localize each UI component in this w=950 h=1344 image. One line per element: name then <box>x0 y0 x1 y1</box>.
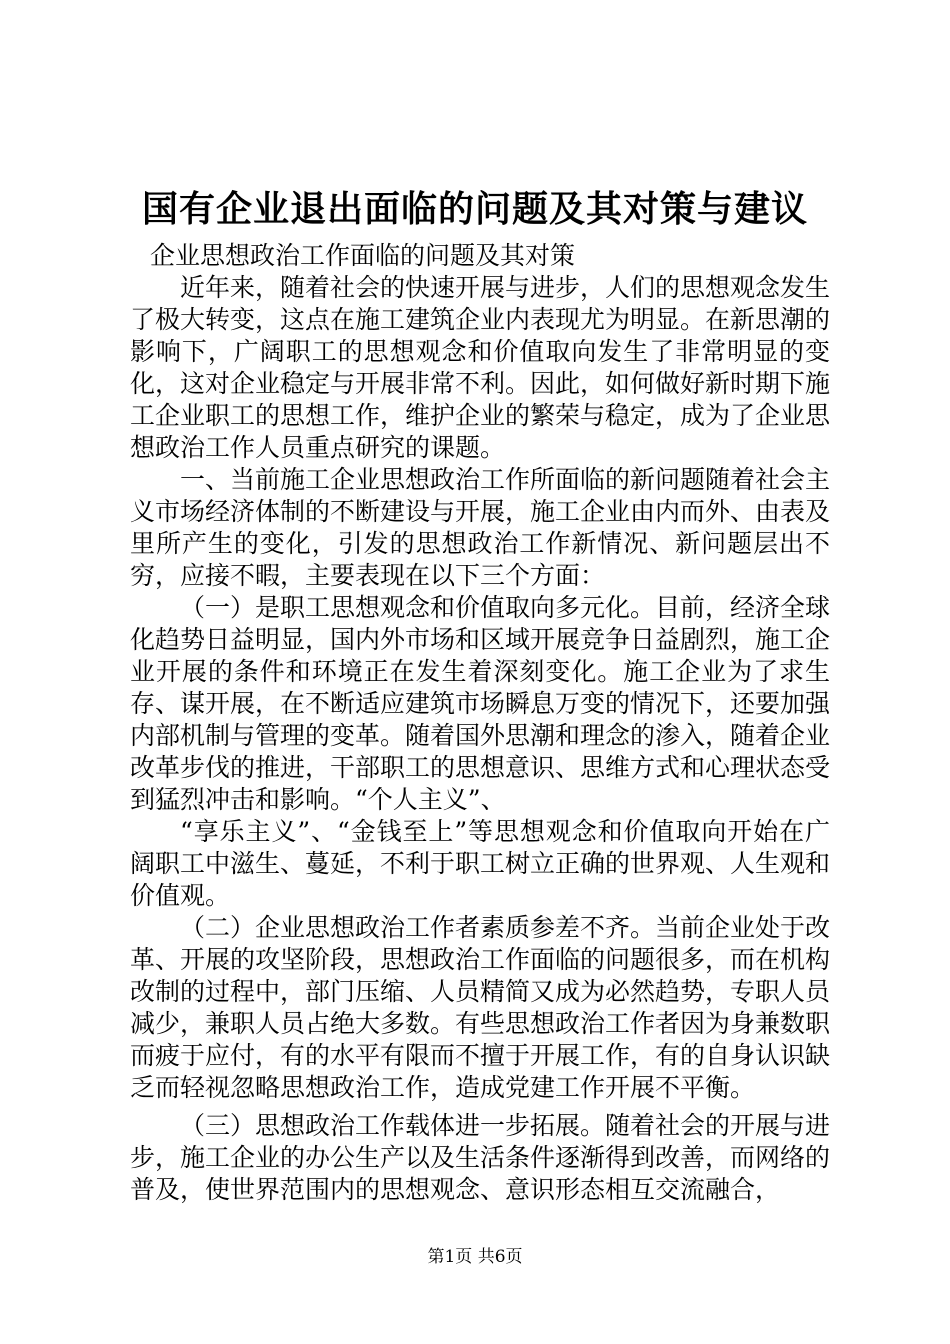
document-body <box>130 240 830 1206</box>
paragraph-point-one-continued: “享乐主义”、“金钱至上”等思想观念和价值取向开始在广阔职工中滋生、蔓延，不利于职工树立正确的世界观、人生观和价值观。 <box>130 817 831 910</box>
paragraph-section-one: 一、当前施工企业思想政治工作所面临的新问题随着社会主义市场经济体制的不断建设与开展，施工企业由内而外、由表及里所产生的变化，引发的思想政治工作新情况、新问题层出不穷，应接不暇，主要表现在以下三个方面： <box>130 465 831 590</box>
page-number-footer: 第1页 共6页 <box>427 1247 523 1267</box>
paragraph-point-three: （三）思想政治工作载体进一步拓展。随着社会的开展与进步，施工企业的办公生产以及生活条件逐渐得到改善，而网络的普及，使世界范围内的思想观念、意识形态相互交流融合， <box>130 1111 831 1204</box>
paragraph-point-one: （一）是职工思想观念和价值取向多元化。目前，经济全球化趋势日益明显，国内外市场和区域开展竞争日益剧烈，施工企业开展的条件和环境正在发生着深刻变化。施工企业为了求生存、谋开展，在不断适应建筑市场瞬息万变的情况下，还要加强内部机制与管理的变革。随着国外思潮和理念的渗入，随着企业改革步伐的推进，干部职工的思想意识、思维方式和心理状态受到猛烈冲击和影响。“个人主义”、 <box>130 593 831 814</box>
section-heading: 企业思想政治工作面临的问题及其对策 <box>150 241 576 270</box>
paragraph-point-two: （二）企业思想政治工作者素质参差不齐。当前企业处于改革、开展的攻坚阶段，思想政治工作面临的问题很多，而在机构改制的过程中，部门压缩、人员精简又成为必然趋势，专职人员减少，兼职人员占绝大多数。有些思想政治工作者因为身兼数职而疲于应付，有的水平有限而不擅于开展工作，有的自身认识缺乏而轻视忽略思想政治工作，造成党建工作开展不平衡。 <box>130 913 831 1102</box>
paragraph-intro: 近年来，随着社会的快速开展与进步，人们的思想观念发生了极大转变，这点在施工建筑企业内表现尤为明显。在新思潮的影响下，广阔职工的思想观念和价值取向发生了非常明显的变化，这对企业稳定与开展非常不利。因此，如何做好新时期下施工企业职工的思想工作，维护企业的繁荣与稳定，成为了企业思想政治工作人员重点研究的课题。 <box>130 273 831 462</box>
document-title: 国有企业退出面临的问题及其对策与建议 <box>141 188 808 230</box>
